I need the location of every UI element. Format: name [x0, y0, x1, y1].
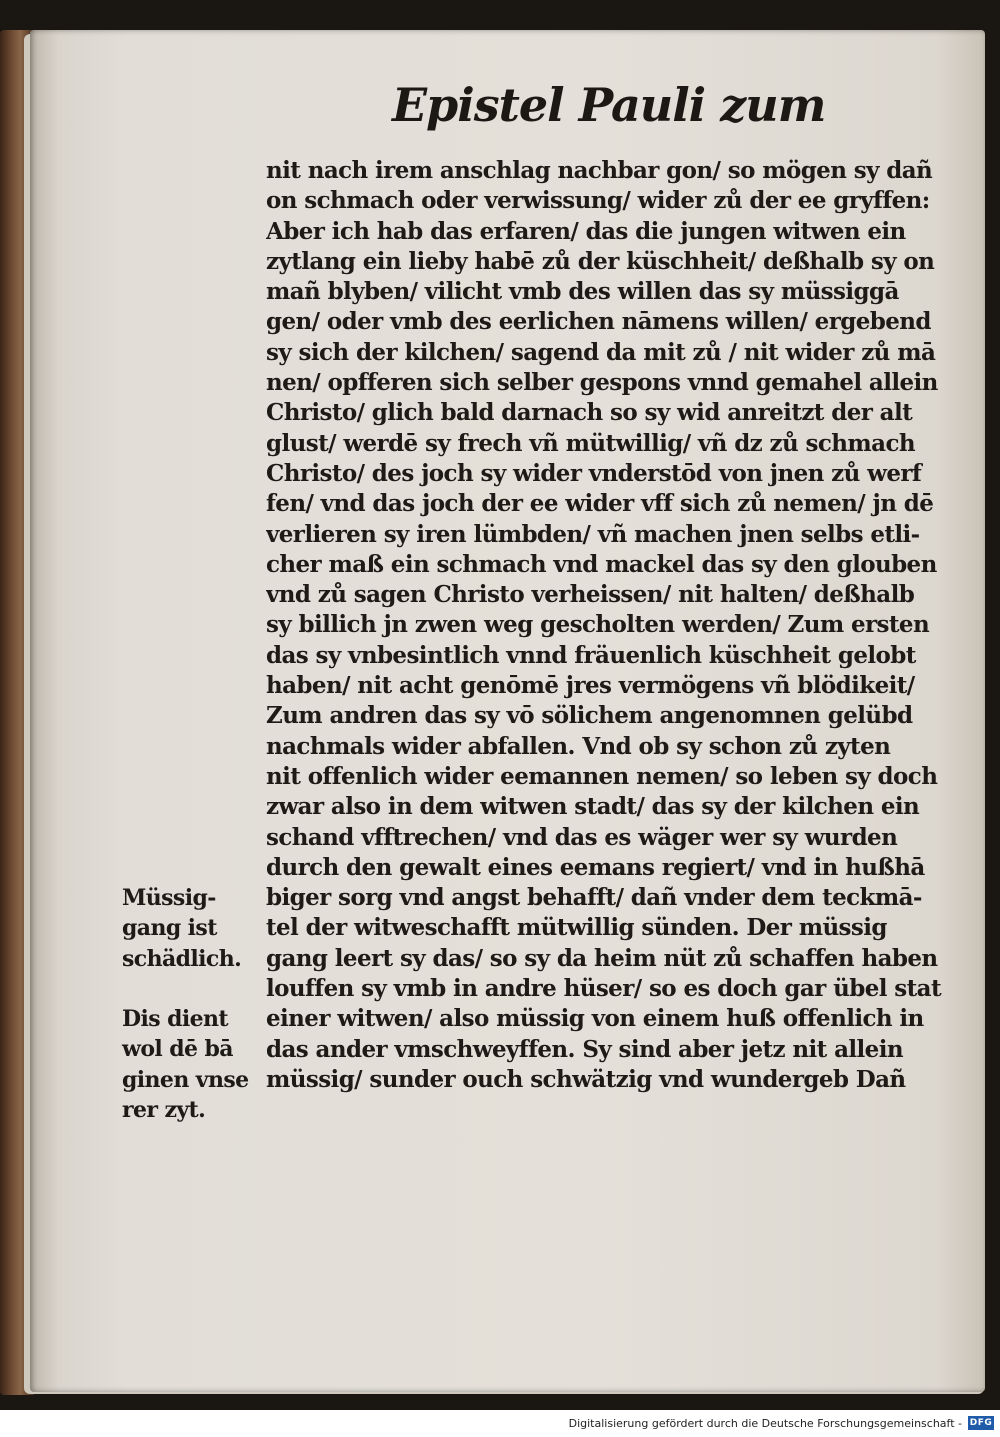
text-line: Christo/ des joch sy wider vnderstōd von jnen zů werf: [266, 459, 922, 487]
text-line: Aber ich hab das erfaren/ das die jungen witwen ein: [266, 217, 906, 245]
text-line: fen/ vnd das joch der ee wider vff sich zů nemen/ jn dē: [266, 490, 934, 518]
text-line: nit offenlich wider eemannen nemen/ so leben sy doch: [266, 762, 938, 790]
dfg-logo: DFG: [969, 1418, 993, 1428]
text-line: sy sich der kilchen/ sagend da mit zů / nit wider zů mā: [266, 338, 936, 366]
text-line: on schmach oder verwissung/ wider zů der ee gryffen:: [266, 187, 930, 215]
text-line: müssig/ sunder ouch schwätzig vnd wundergeb Dañ: [266, 1065, 906, 1093]
margin-note-line: schädlich.: [122, 945, 242, 972]
text-line: cher maß ein schmach vnd mackel das sy den glouben: [266, 550, 937, 578]
text-line: schand vfftrechen/ vnd das es wäger wer sy wurden: [266, 823, 898, 851]
text-line: mañ blyben/ vilicht vmb des willen das sy müssiggā: [266, 278, 899, 306]
page-header: Epistel Pauli zum: [392, 78, 826, 132]
margin-note-line: wol dē bā: [122, 1036, 233, 1063]
text-line: nen/ opfferen sich selber gespons vnnd gemahel allein: [266, 369, 938, 397]
funding-credit: Digitalisierung gefördert durch die Deutsche Forschungsgemeinschaft -: [568, 1417, 962, 1430]
margin-note-line: Müssig-: [122, 885, 216, 911]
text-line: louffen sy vmb in andre hüser/ so es doch gar übel stat: [266, 975, 941, 1003]
text-line: einer witwen/ also müssig von einem huß offenlich in: [266, 1005, 924, 1033]
main-text: [266, 156, 946, 1095]
text-line: nachmals wider abfallen. Vnd ob sy schon zů zyten: [266, 732, 891, 760]
margin-note-idleness: [122, 883, 262, 974]
text-line: das ander vmschweyffen. Sy sind aber jetz nit allein: [266, 1035, 903, 1063]
text-line: zytlang ein lieby habē zů der küschheit/ deßhalb sy on: [266, 247, 935, 275]
text-line: nit nach irem anschlag nachbar gon/ so mögen sy dañ: [266, 157, 933, 184]
text-line: durch den gewalt eines eemans regiert/ vnd in hußhā: [266, 853, 925, 881]
text-line: haben/ nit acht genōmē jres vermögens vñ blödikeit/: [266, 672, 915, 700]
margin-note-line: ginen vnse: [122, 1066, 249, 1093]
footer-bar: [0, 1410, 1000, 1437]
text-line: das sy vnbesintlich vnnd fräuenlich küschheit gelobt: [266, 641, 916, 669]
text-line: biger sorg vnd angst behafft/ dañ vnder dem teckmā-: [266, 884, 922, 912]
text-line: Zum andren das sy vō sölichem angenomnen gelübd: [266, 702, 913, 730]
text-line: Christo/ glich bald darnach so sy wid anreitzt der alt: [266, 399, 913, 427]
margin-note-line: Dis dient: [122, 1006, 228, 1032]
text-line: gang leert sy das/ so sy da heim nüt zů schaffen haben: [266, 944, 938, 972]
margin-note-line: gang ist: [122, 915, 217, 942]
text-line: tel der witweschafft mütwillig sünden. Der müssig: [266, 914, 887, 942]
text-line: zwar also in dem witwen stadt/ das sy der kilchen ein: [266, 793, 920, 821]
margin-note-line: rer zyt.: [122, 1096, 206, 1123]
text-line: gen/ oder vmb des eerlichen nāmens willen/ ergebend: [266, 308, 931, 336]
margin-note-era: [122, 1004, 262, 1125]
text-line: glust/ werdē sy frech vñ mütwillig/ vñ dz zů schmach: [266, 429, 915, 457]
text-line: sy billich jn zwen weg gescholten werden/ Zum ersten: [266, 611, 930, 639]
text-line: vnd zů sagen Christo verheissen/ nit halten/ deßhalb: [266, 581, 915, 609]
text-line: verlieren sy iren lümbden/ vñ machen jnen selbs etli-: [266, 520, 920, 548]
